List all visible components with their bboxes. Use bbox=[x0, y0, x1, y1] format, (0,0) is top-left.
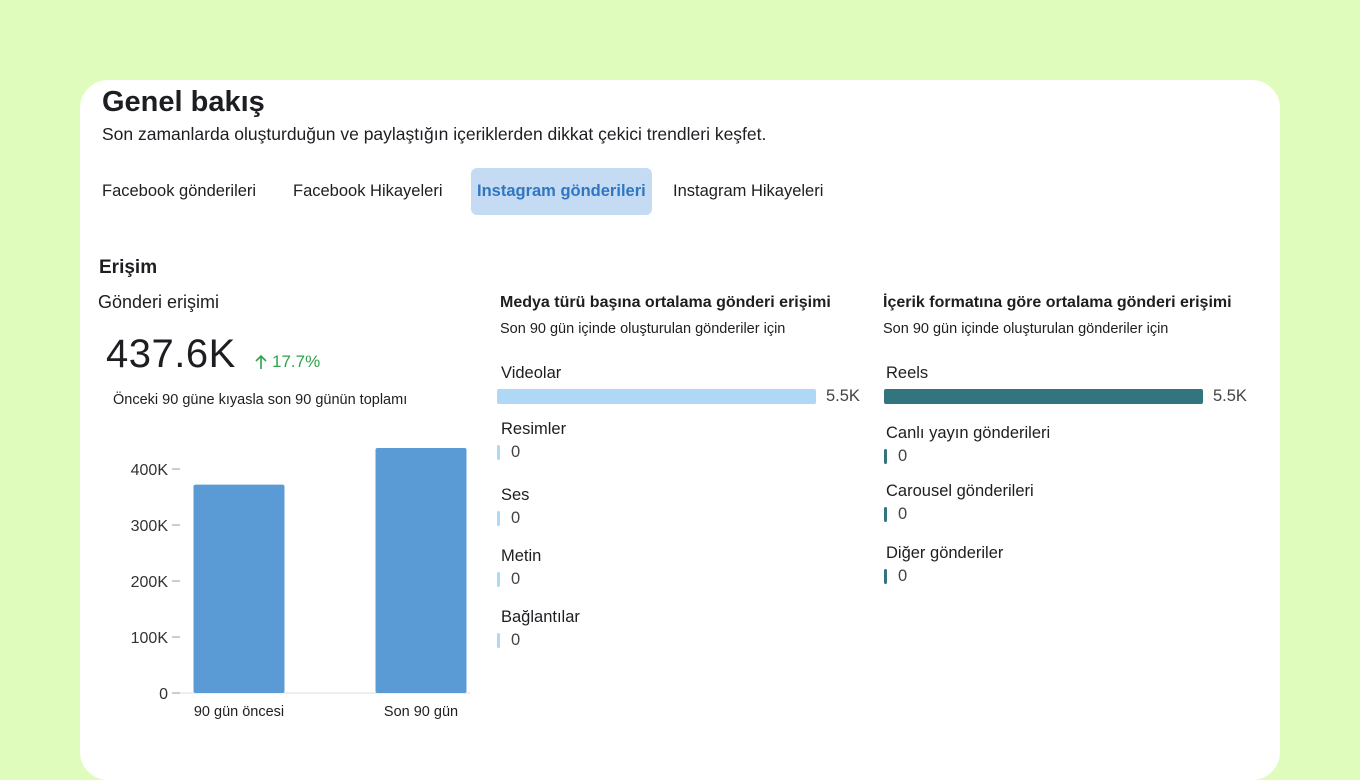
media-chart-title: Medya türü başına ortalama gönderi erişimi bbox=[500, 294, 831, 311]
arrow-up-icon bbox=[254, 354, 268, 370]
row-bar[interactable] bbox=[497, 445, 500, 460]
row-value: 0 bbox=[511, 570, 521, 588]
row-bar[interactable] bbox=[497, 633, 500, 648]
bar-1[interactable] bbox=[376, 448, 467, 693]
page-title: Genel bakış bbox=[102, 86, 265, 118]
row-label: Metin bbox=[501, 547, 542, 565]
tab-instagram-posts[interactable]: Instagram gönderileri bbox=[471, 168, 652, 215]
row-label: Carousel gönderileri bbox=[886, 482, 1034, 500]
media-type-reach-chart bbox=[500, 294, 870, 674]
y-tick-label: 100K bbox=[130, 630, 168, 647]
row-label: Ses bbox=[501, 486, 530, 504]
post-reach-label: Gönderi erişimi bbox=[98, 292, 220, 312]
reach-trend bbox=[254, 352, 320, 372]
row-bar[interactable] bbox=[497, 511, 500, 526]
row-value: 0 bbox=[898, 505, 908, 523]
row-bar[interactable] bbox=[884, 507, 887, 522]
y-tick-label: 400K bbox=[130, 462, 168, 479]
reach-comparison-chart bbox=[110, 440, 490, 730]
comparison-note: Önceki 90 güne kıyasla son 90 günün toplamı bbox=[113, 392, 408, 408]
x-category-label: Son 90 gün bbox=[383, 704, 459, 720]
section-title-reach: Erişim bbox=[99, 257, 158, 278]
row-value: 0 bbox=[898, 447, 908, 465]
row-label: Diğer gönderiler bbox=[886, 544, 1004, 562]
page-subtitle: Son zamanlarda oluşturduğun ve paylaştığın içeriklerden dikkat çekici trendleri keşfet. bbox=[102, 124, 767, 144]
row-bar[interactable] bbox=[884, 569, 887, 584]
format-chart-subtitle: Son 90 gün içinde oluşturulan gönderiler için bbox=[883, 321, 1169, 337]
row-value: 0 bbox=[511, 631, 521, 649]
row-bar[interactable] bbox=[497, 389, 816, 404]
media-chart-subtitle: Son 90 gün içinde oluşturulan gönderiler için bbox=[500, 321, 786, 337]
row-bar[interactable] bbox=[884, 389, 1203, 404]
row-label: Resimler bbox=[501, 420, 567, 438]
y-tick-label: 300K bbox=[130, 518, 168, 535]
format-chart-title: İçerik formatına göre ortalama gönderi erişimi bbox=[883, 294, 1232, 311]
x-category-label: 90 gün öncesi bbox=[193, 704, 285, 720]
row-label: Bağlantılar bbox=[501, 608, 580, 626]
row-bar[interactable] bbox=[884, 449, 887, 464]
row-value: 5.5K bbox=[826, 387, 860, 405]
tab-facebook-stories[interactable]: Facebook Hikayeleri bbox=[293, 182, 443, 200]
row-value: 5.5K bbox=[1213, 387, 1247, 405]
row-label: Reels bbox=[886, 364, 929, 382]
tab-facebook-posts[interactable]: Facebook gönderileri bbox=[102, 182, 257, 200]
row-value: 0 bbox=[511, 443, 521, 461]
y-tick-label: 200K bbox=[130, 574, 168, 591]
row-label: Videolar bbox=[501, 364, 562, 382]
row-label: Canlı yayın gönderileri bbox=[886, 424, 1051, 442]
tab-instagram-stories[interactable]: Instagram Hikayeleri bbox=[673, 182, 824, 200]
row-value: 0 bbox=[898, 567, 908, 585]
y-tick-label: 0 bbox=[159, 686, 168, 703]
reach-change-value: 17.7% bbox=[272, 352, 321, 371]
content-format-reach-chart bbox=[883, 294, 1263, 614]
post-reach-total: 437.6K bbox=[106, 332, 236, 376]
row-bar[interactable] bbox=[497, 572, 500, 587]
bar-0[interactable] bbox=[194, 485, 285, 693]
row-value: 0 bbox=[511, 509, 521, 527]
